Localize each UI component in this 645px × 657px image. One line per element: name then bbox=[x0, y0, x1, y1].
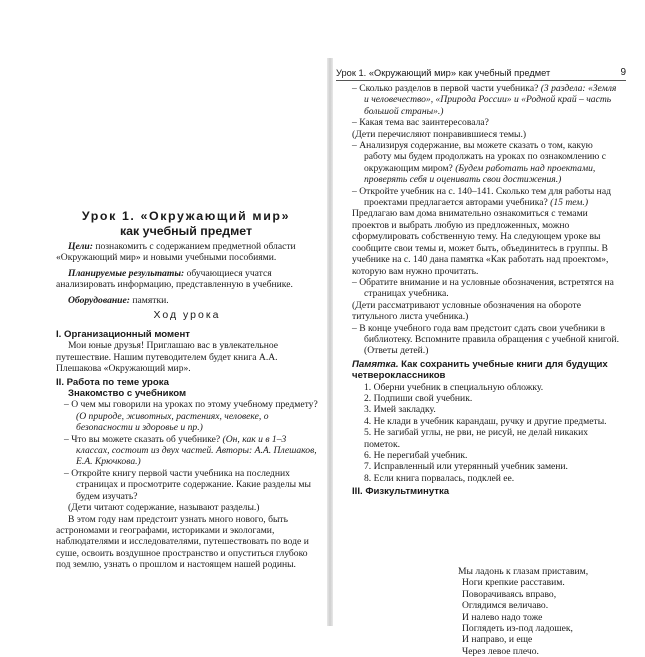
book-spine bbox=[327, 58, 333, 626]
right-item-1-answer: (3 раздела: «Земля и человечество», «Природа России» и «Родной край – часть большой страны».) bbox=[364, 83, 617, 117]
goals-paragraph bbox=[56, 241, 318, 264]
question-3: – Откройте книгу первой части учебника на последних страницах и просмотрите содержание. Какие разделы мы будем изучать? bbox=[64, 467, 311, 502]
poem-line: Мы ладонь к глазам приставим, bbox=[458, 566, 589, 577]
right-item-3-text: – Анализируя содержание, вы можете сказать о том, какую работу мы будем продолжать на уроках по ознакомлению с окружающим миром? bbox=[352, 140, 606, 174]
poem bbox=[458, 566, 588, 657]
equipment-label: Оборудование: bbox=[68, 294, 130, 306]
memo-item: 6. Не перегибай учебник. bbox=[364, 450, 468, 461]
question-2 bbox=[56, 434, 318, 468]
right-item-1-text: – Сколько разделов в первой части учебника? bbox=[352, 83, 541, 94]
question-2-text: – Что вы можете сказать об учебнике? bbox=[64, 433, 223, 445]
memo-item: 2. Подпиши свой учебник. bbox=[364, 392, 473, 404]
memo-item: 5. Не загибай углы, не рви, не рисуй, не делай никаких пометок. bbox=[364, 427, 589, 450]
course-heading: Ход урока bbox=[153, 309, 221, 321]
memo-label: Памятка. bbox=[352, 358, 399, 370]
lesson-title bbox=[66, 209, 306, 238]
right-body bbox=[352, 83, 622, 498]
lesson-title-line1: Урок 1. «Окружающий мир» bbox=[81, 209, 291, 223]
equipment-paragraph bbox=[56, 295, 318, 306]
poem-line: Ноги крепкие расставим. bbox=[462, 577, 565, 589]
question-1-answer: (О природе, животных, растениях, человеке, о безопасности и здоровье и пр.) bbox=[76, 410, 269, 434]
question-1 bbox=[56, 399, 318, 433]
section1-text: Мои юные друзья! Приглашаю вас в увлекательное путешествие. Нашим путеводителем будет книга А.А. Плешакова «Окружающий мир». bbox=[56, 340, 279, 375]
right-item-4-answer: (15 тем.) bbox=[550, 197, 589, 209]
results-label: Планируемые результаты: bbox=[68, 267, 185, 279]
equipment-text: памятки. bbox=[129, 294, 169, 306]
section2-heading: II. Работа по теме урока bbox=[56, 376, 169, 388]
page-number: 9 bbox=[620, 67, 626, 78]
section3-heading: III. Физкультминутка bbox=[352, 486, 450, 498]
memo-item: 3. Имей закладку. bbox=[364, 404, 436, 416]
lesson-intro bbox=[56, 241, 318, 306]
right-paragraph-5: Предлагаю вам дома внимательно ознакомиться с темами проектов и выбрать любую из предложенных, можно сформулировать собственную тему. На следующем уроке вы сообщите свои темы и, может быть, объединитесь в группы. В учебнике на с. 140 дана памятка «Как работать над проектом», которую вам нужно прочитать. bbox=[352, 208, 609, 277]
section2-subheading: Знакомство с учебником bbox=[68, 388, 187, 400]
question-1-text: – О чем мы говорили на уроках по этому учебному предмету? bbox=[64, 399, 318, 411]
poem-line: Поглядеть из-под ладошек, bbox=[462, 623, 573, 635]
results-paragraph bbox=[56, 268, 318, 291]
poem-line: И направо, и еще bbox=[462, 634, 533, 646]
results-text: обучающиеся учатся анализировать информацию, представленную в учебнике. bbox=[56, 267, 293, 291]
question-3-note: (Дети читают содержание, называют разделы.) bbox=[68, 502, 260, 514]
memo-list bbox=[352, 382, 622, 485]
right-item-7: – В конце учебного года вам предстоит сдать свои учебники в библиотеку. Вспомните правила обращения с учебной книгой. (Ответы детей.) bbox=[352, 322, 620, 357]
right-item-3 bbox=[352, 140, 622, 186]
poem-line: Поворачиваясь вправо, bbox=[462, 588, 557, 600]
right-item-6-note: (Дети рассматривают условные обозначения на обороте титульного листа учебника.) bbox=[352, 299, 581, 323]
right-item-1 bbox=[352, 83, 622, 117]
section1-heading: I. Организационный момент bbox=[56, 329, 190, 340]
memo-item: 8. Если книга порвалась, подклей ее. bbox=[364, 472, 515, 484]
lesson-title-line2: как учебный предмет bbox=[119, 223, 253, 238]
poem-line: Оглядимся величаво. bbox=[462, 600, 549, 612]
closing-paragraph: В этом году нам предстоит узнать много нового, быть астрономами и географами, историками и экологами, наблюдателями и исследователями, путешествовать по воде и суше, освоить воздушное пространство и опуститься глубоко под землю, узнать о прошлом и настоящем нашей родины. bbox=[56, 513, 309, 571]
right-item-2: – Какая тема вас заинтересовала? bbox=[352, 117, 489, 129]
left-body bbox=[56, 329, 318, 571]
poem-line: И налево надо тоже bbox=[462, 611, 543, 623]
right-item-4-text: – Откройте учебник на с. 140–141. Сколько тем для работы над проектами предлагается авторами учебника? bbox=[352, 185, 611, 209]
memo-item: 7. Исправленный или утерянный учебник замени. bbox=[364, 461, 568, 473]
running-head-text: Урок 1. «Окружающий мир» как учебный предмет bbox=[336, 68, 551, 78]
memo-title bbox=[352, 359, 622, 382]
right-item-3-answer: (Будем работать над проектами, проверять себя и оценивать свои достижения.) bbox=[364, 162, 596, 186]
right-item-2-note: (Дети перечисляют понравившиеся темы.) bbox=[352, 128, 527, 140]
running-head bbox=[336, 68, 626, 81]
right-item-6: – Обратите внимание и на условные обозначения, встретятся на страницах учебника. bbox=[352, 276, 614, 300]
memo-title-text: Как сохранить учебные книги для будущих четвероклассников bbox=[352, 358, 608, 382]
goals-label: Цели: bbox=[68, 241, 93, 252]
poem-line: Через левое плечо. bbox=[462, 645, 539, 657]
right-item-4 bbox=[352, 186, 622, 209]
memo-item: 4. Не клади в учебник карандаш, ручку и другие предметы. bbox=[364, 415, 607, 427]
memo-item: 1. Оберни учебник в специальную обложку. bbox=[364, 381, 544, 393]
question-2-answer: (Он, как и в 1–3 классах, состоит из двух частей. Авторы: А.А. Плешаков, Е.А. Крючкова.) bbox=[76, 433, 317, 468]
goals-text: познакомить с содержанием предметной области «Окружающий мир» и новыми учебными пособиями. bbox=[56, 241, 296, 264]
